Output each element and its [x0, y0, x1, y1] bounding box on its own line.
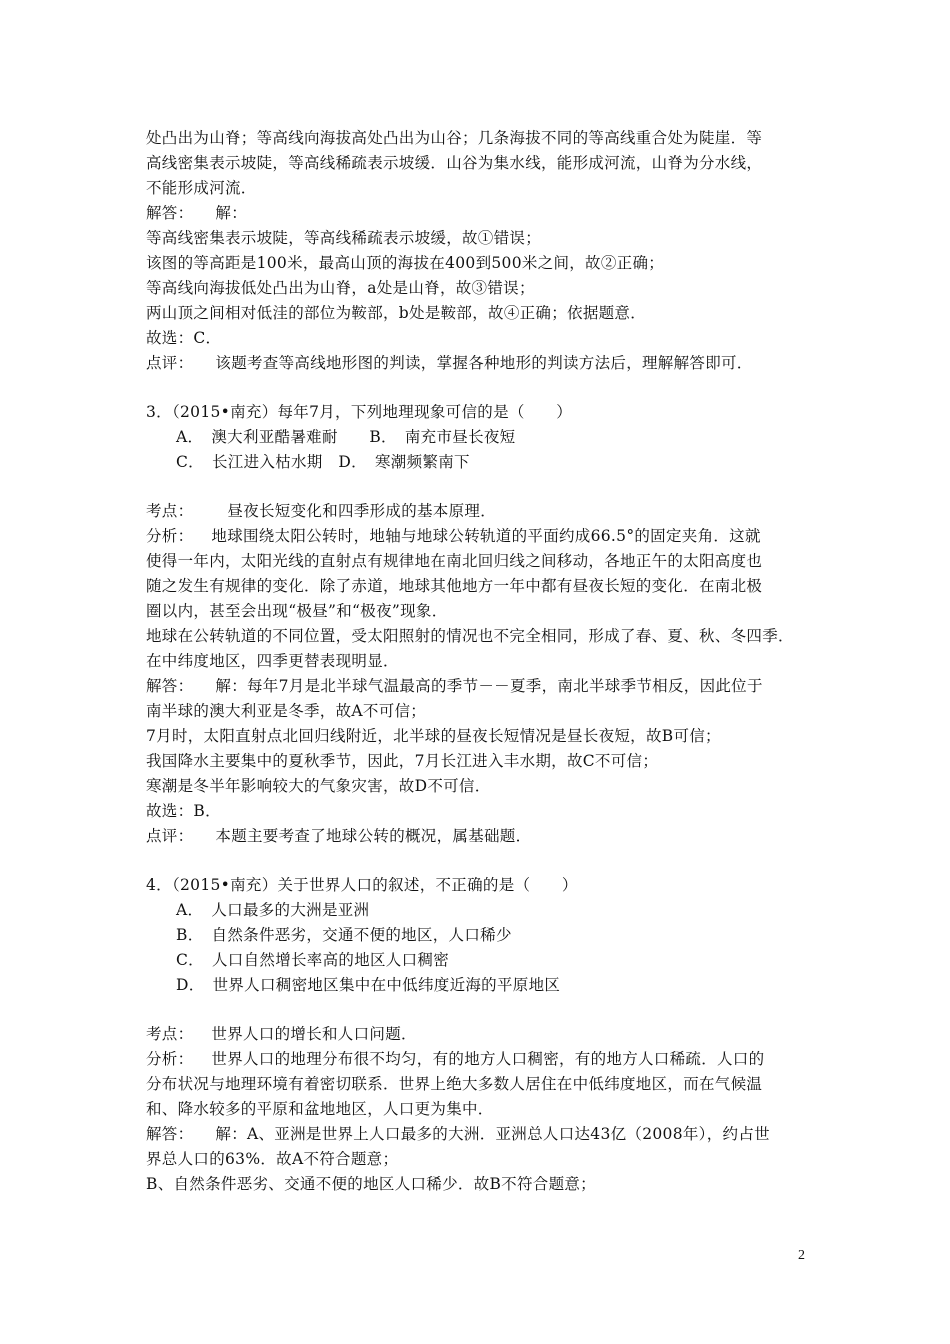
analysis-line [146, 526, 761, 546]
comment-text: 该题考查等高线地形图的判读，掌握各种地形的判读方法后，理解解答即可． [215, 354, 753, 372]
answer-line: 两山顶之间相对低洼的部位为鞍部，b处是鞍部，故④正确；依据题意． [146, 304, 647, 322]
answer-line: B、自然条件恶劣、交通不便的地区人口稀少．故B不符合题意； [146, 1175, 596, 1193]
answer-label: 解答： [146, 677, 194, 695]
point-text: 世界人口的增长和人口问题． [211, 1025, 417, 1043]
question-4-option: B． 自然条件恶劣，交通不便的地区，人口稀少 [176, 926, 512, 944]
analysis-line: 不能形成河流． [146, 179, 257, 197]
answer-heading [146, 203, 247, 223]
answer-label: 解答： [146, 204, 194, 222]
answer-line: 南半球的澳大利亚是冬季，故A不可信； [146, 702, 427, 720]
point-text: 昼夜长短变化和四季形成的基本原理． [227, 502, 497, 520]
analysis-line: 使得一年内，太阳光线的直射点有规律地在南北回归线之间移动，各地正午的太阳高度也 [146, 552, 763, 570]
question-3-options-row: A． 澳大利亚酷暑难耐 B． 南充市昼长夜短 [176, 428, 516, 446]
answer-text: 解：每年7月是北半球气温最高的季节－－夏季，南北半球季节相反，因此位于 [215, 677, 763, 695]
question-3-stem: 3．（2015•南充）每年7月，下列地理现象可信的是（ ） [146, 403, 573, 421]
answer-line: 我国降水主要集中的夏秋季节，因此，7月长江进入丰水期，故C不可信； [146, 752, 659, 770]
analysis-text: 世界人口的地理分布很不均匀，有的地方人口稠密，有的地方人口稀疏．人口的 [211, 1050, 765, 1068]
answer-line: 7月时，太阳直射点北回归线附近，北半球的昼夜长短情况是昼长夜短，故B可信； [146, 727, 721, 745]
analysis-line: 随之发生有规律的变化．除了赤道，地球其他地方一年中都有昼夜长短的变化．在南北极 [146, 577, 763, 595]
answer-line: 等高线密集表示坡陡，等高线稀疏表示坡缓，故①错误； [146, 229, 542, 247]
answer-line: 寒潮是冬半年影响较大的气象灾害，故D不可信． [146, 777, 491, 795]
question-4-option: D． 世界人口稠密地区集中在中低纬度近海的平原地区 [176, 976, 561, 994]
point-label: 考点： [146, 502, 194, 520]
page-number: 2 [798, 1248, 805, 1263]
choice-line: 故选：B． [146, 802, 221, 820]
answer-line: 界总人口的63%．故A不符合题意； [146, 1150, 399, 1168]
answer-line [146, 1124, 770, 1144]
comment-line [146, 353, 753, 373]
question-4-option: A． 人口最多的大洲是亚洲 [176, 901, 370, 919]
comment-label: 点评： [146, 827, 194, 845]
question-4-option: C． 人口自然增长率高的地区人口稠密 [176, 951, 450, 969]
answer-label: 解答： [146, 1125, 194, 1143]
answer-line: 该图的等高距是100米，最高山顶的海拔在400到500米之间，故②正确； [146, 254, 665, 272]
analysis-line: 高线密集表示坡陡，等高线稀疏表示坡缓．山谷为集水线，能形成河流，山脊为分水线， [146, 154, 763, 172]
analysis-line: 处凸出为山脊；等高线向海拔高处凸出为山谷；几条海拔不同的等高线重合处为陡崖．等 [146, 129, 763, 147]
analysis-line: 地球在公转轨道的不同位置，受太阳照射的情况也不完全相同，形成了春、夏、秋、冬四季． [146, 627, 794, 645]
question-4-stem: 4．（2015•南充）关于世界人口的叙述，不正确的是（ ） [146, 876, 578, 894]
analysis-text: 地球围绕太阳公转时，地轴与地球公转轨道的平面约成66.5°的固定夹角．这就 [211, 527, 761, 545]
choice-line: 故选：C． [146, 329, 222, 347]
analysis-label: 分析： [146, 1050, 194, 1068]
analysis-line [146, 1049, 764, 1069]
answer-line [146, 676, 763, 696]
comment-text: 本题主要考查了地球公转的概况，属基础题． [215, 827, 532, 845]
comment-label: 点评： [146, 354, 194, 372]
analysis-line: 圈以内，甚至会出现“极昼”和“极夜”现象． [146, 602, 448, 620]
analysis-line: 和、降水较多的平原和盆地地区，人口更为集中． [146, 1100, 494, 1118]
comment-line [146, 826, 531, 846]
answer-line: 等高线向海拔低处凸出为山脊，a处是山脊，故③错误； [146, 279, 535, 297]
analysis-line: 在中纬度地区，四季更替表现明显． [146, 652, 399, 670]
question-3-options-row: C． 长江进入枯水期 D． 寒潮频繁南下 [176, 453, 470, 471]
analysis-label: 分析： [146, 527, 194, 545]
answer-text: 解：A、亚洲是世界上人口最多的大洲．亚洲总人口达43亿（2008年），约占世 [215, 1125, 770, 1143]
analysis-line: 分布状况与地理环境有着密切联系．世界上绝大多数人居住在中低纬度地区，而在气候温 [146, 1075, 763, 1093]
point-line [146, 1024, 417, 1044]
answer-intro: 解： [215, 204, 248, 222]
point-label: 考点： [146, 1025, 194, 1043]
point-line [146, 501, 496, 521]
